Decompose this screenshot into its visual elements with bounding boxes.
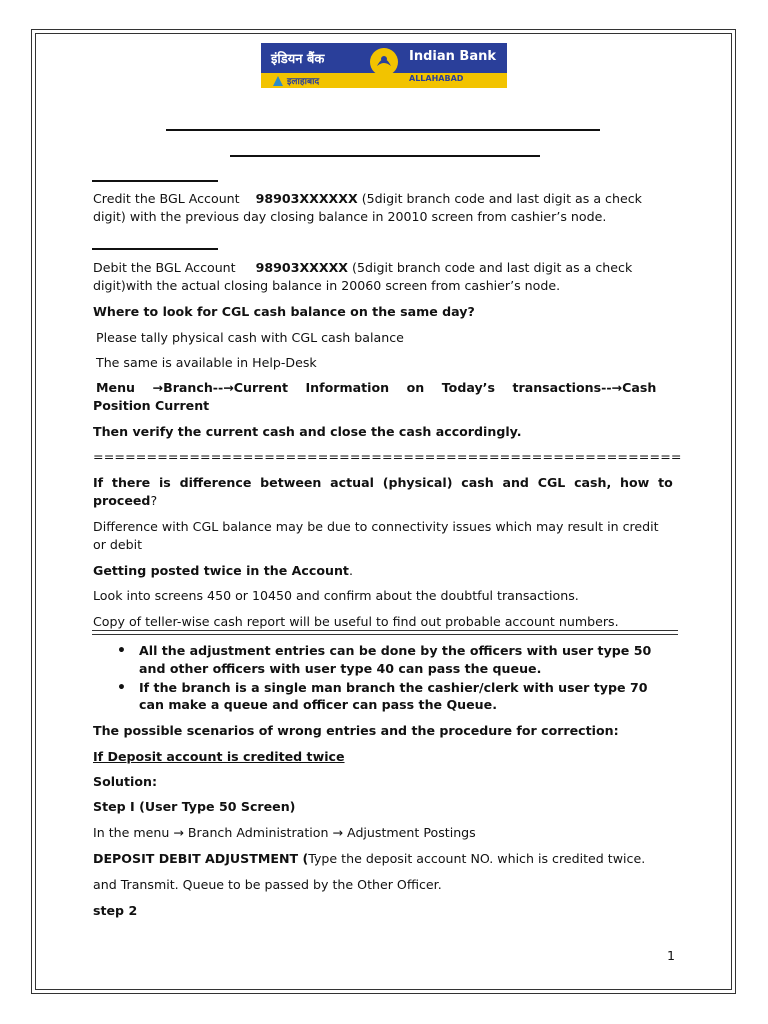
credit-line-1: Credit the BGL Account 98903XXXXXX (5digit branch code and last digit as a check <box>93 191 642 206</box>
double-rule <box>92 630 678 635</box>
helpdesk-line: The same is available in Help-Desk <box>96 355 317 370</box>
menu-path-line-1: Menu →Branch--→Current Information on Today’s transactions--→Cash <box>96 380 657 395</box>
deposit-credited-twice-heading: If Deposit account is credited twice <box>93 749 345 764</box>
bullet-2-line-1: If the branch is a single man branch the cashier/clerk with user type 70 <box>139 680 648 695</box>
title-underline-1 <box>166 129 600 131</box>
scenarios-heading: The possible scenarios of wrong entries and the procedure for correction: <box>93 723 619 738</box>
logo-sub-hindi: इलाहाबाद <box>287 77 320 87</box>
indian-bank-logo <box>261 43 507 88</box>
bullet-dot-2: • <box>117 680 126 696</box>
title-underline-2 <box>230 155 540 157</box>
difference-answer-2: or debit <box>93 537 143 552</box>
heading-underline-credit <box>92 180 218 182</box>
look-into-line: Look into screens 450 or 10450 and confirm about the doubtful transactions. <box>93 588 579 603</box>
page-inner-border <box>35 33 732 990</box>
bullet-dot-1: • <box>117 643 126 659</box>
where-heading: Where to look for CGL cash balance on the same day? <box>93 304 475 319</box>
heading-underline-debit <box>92 248 218 250</box>
bullet-1-line-2: and other officers with user type 40 can pass the queue. <box>139 661 542 676</box>
difference-question-1: If there is difference between actual (physical) cash and CGL cash, how to <box>93 475 673 490</box>
bank-emblem-icon <box>368 46 400 78</box>
page-number: 1 <box>667 948 676 963</box>
difference-answer-1: Difference with CGL balance may be due to connectivity issues which may result in credit <box>93 519 659 534</box>
credit-line-2: digit) with the previous day closing balance in 20010 screen from cashier’s node. <box>93 209 607 224</box>
debit-line-1: Debit the BGL Account 98903XXXXX (5digit branch code and last digit as a check <box>93 260 633 275</box>
difference-question-2: proceed? <box>93 493 158 508</box>
posted-twice-heading: Getting posted twice in the Account. <box>93 563 353 578</box>
logo-hindi-text: इंडियन बैंक <box>271 52 325 67</box>
debit-line-2: digit)with the actual closing balance in 20060 screen from cashier’s node. <box>93 278 561 293</box>
copy-teller-line: Copy of teller-wise cash report will be useful to find out probable account numbers. <box>93 614 619 629</box>
bullet-2-line-2: can make a queue and officer can pass the Queue. <box>139 697 497 712</box>
deposit-debit-adjustment-line: DEPOSIT DEBIT ADJUSTMENT (Type the deposit account NO. which is credited twice. <box>93 851 646 866</box>
menu-path-line-2: Position Current <box>93 398 210 413</box>
allahabad-triangle-icon <box>273 76 283 86</box>
equals-separator: ======================================================= <box>93 449 682 464</box>
step-2-heading: step 2 <box>93 903 138 918</box>
tally-line: Please tally physical cash with CGL cash balance <box>96 330 404 345</box>
in-menu-line: In the menu → Branch Administration → Adjustment Postings <box>93 825 476 840</box>
step-1-heading: Step I (User Type 50 Screen) <box>93 799 296 814</box>
solution-heading: Solution: <box>93 774 157 789</box>
transmit-line: and Transmit. Queue to be passed by the Other Officer. <box>93 877 442 892</box>
logo-english-text: Indian Bank <box>409 49 496 64</box>
then-verify-line: Then verify the current cash and close the cash accordingly. <box>93 424 522 439</box>
bullet-1-line-1: All the adjustment entries can be done by the officers with user type 50 <box>139 643 652 658</box>
logo-sub-english: ALLAHABAD <box>409 74 464 83</box>
